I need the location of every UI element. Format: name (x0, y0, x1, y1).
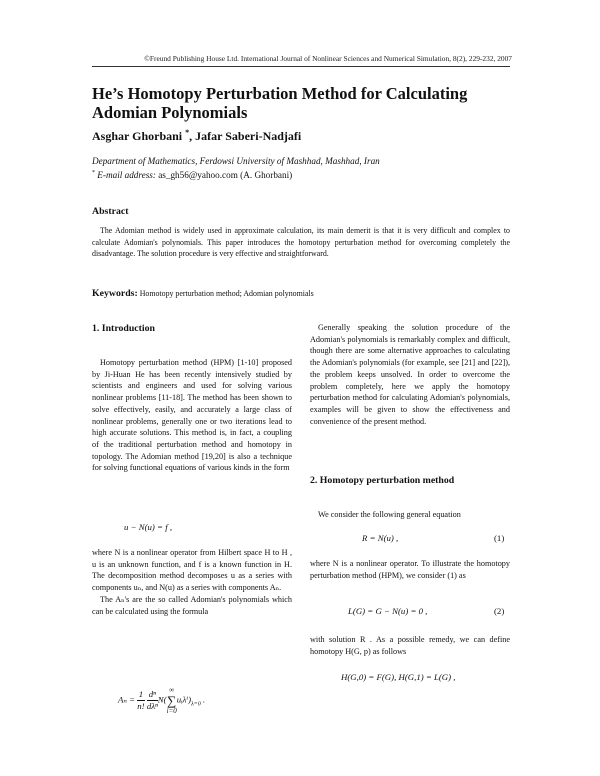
abstract-text: The Adomian method is widely used in approximate calculation, its main demerit is that it is very difficult and complex to calculate Adomian's polynomials. This paper introduces the homotopy perturbation method for overcoming completely the disadvantage. The solution procedure is very effective and straightforward. (92, 226, 510, 259)
right-paragraph-2: We consider the following general equation (318, 510, 461, 519)
right-paragraph-2-wrap (310, 509, 510, 521)
right-paragraph-4-wrap (310, 634, 510, 657)
formula-sum (167, 686, 177, 715)
formula-subscript: λ=0 (191, 701, 201, 708)
right-paragraph-4: with solution R . As a possible remedy, we can define homotopy H(G, p) as follows (310, 635, 510, 656)
right-column-intro (310, 322, 510, 427)
email-mark: * (92, 170, 95, 176)
equation-3: H(G,0) = F(G), H(G,1) = L(G) , (341, 672, 456, 682)
formula-body: N( (157, 694, 167, 705)
author-rest: , Jafar Saberi-Nadjafi (189, 129, 302, 143)
formula-sum-top: ∞ (169, 686, 175, 694)
formula-frac2-num: dⁿ (148, 689, 156, 699)
keywords-text: Homotopy perturbation method; Adomian polynomials (139, 289, 314, 298)
paper-title: He’s Homotopy Perturbation Method for Calculating Adomian Polynomials (92, 84, 468, 122)
intro-column-2 (92, 547, 292, 617)
equation-1-number: (1) (494, 533, 505, 543)
right-paragraph-3: where N is a nonlinear operator. To illustrate the homotopy perturbation method (HPM), we consider (1) as (310, 559, 510, 580)
intro-heading: 1. Introduction (92, 323, 155, 334)
formula-frac1-den: n! (137, 701, 145, 711)
formula-tail: ) (188, 694, 192, 705)
formula-fraction-2 (147, 689, 158, 712)
intro-equation-1: u − N(u) = f , (124, 522, 173, 532)
intro-paragraph-2: where N is a nonlinear operator from Hilbert space H to H , u is an unknown function, and f is a known function in H. The decomposition method decomposes u as a series with components uₙ, and N(u) as a series with components Aₙ. (92, 548, 292, 593)
email-line (92, 167, 292, 181)
formula-fraction-1 (137, 689, 144, 712)
formula-sum-symbol: ∑ (167, 693, 177, 708)
keywords (92, 288, 314, 299)
hpm-heading: 2. Homotopy perturbation method (310, 475, 455, 486)
equation-1: R = N(u) , (362, 533, 399, 543)
abstract-heading: Abstract (92, 206, 129, 217)
corresponding-mark: * (185, 128, 190, 137)
formula-lhs: Aₙ = (118, 694, 136, 705)
keywords-label: Keywords: (92, 288, 138, 299)
formula-frac1-num: 1 (138, 689, 144, 699)
intro-paragraph-1: Homotopy perturbation method (HPM) [1-10] proposed by Ji-Huan He has been recently intensively studied by scientists and engineers and used for solving various nonlinear problems [11-18]. The method has been shown to solve effectively, easily, and accurately a large class of nonlinear problems, generally one or two iterations lead to high accurate solutions. This method is, in fact, a coupling of the traditional perturbation method and homotopy in topology. The Adomian method [19,20] is also a technique for solving functional equations of various kinds in the form (92, 358, 292, 473)
right-paragraph-1: Generally speaking the solution procedure of the Adomian's polynomials is remarkably complex and difficult, though there are some alternative approaches to calculating the Adomian's polynomials (for example, see [21] and [22]), the problem keeps unsolved. In order to overcome the problem completely, here we apply the homotopy perturbation method for calculating Adomian's polynomials, examples will be given to show the effectiveness and convenience of the present method. (310, 323, 510, 426)
formula-sum-bottom: i=0 (166, 707, 177, 715)
equation-2-number: (2) (494, 606, 505, 616)
journal-citation-header: ©Freund Publishing House Ltd. International Journal of Nonlinear Sciences and Numerical Simulation, 8(2), 229-232, 2007 (144, 54, 512, 63)
author-first: Asghar Ghorbani (92, 129, 183, 143)
intro-column (92, 357, 292, 474)
adomian-formula (118, 686, 205, 715)
header-rule (92, 66, 510, 67)
equation-2: L(G) = G − N(u) = 0 , (348, 606, 428, 616)
formula-end: . (200, 694, 206, 705)
authors (92, 128, 301, 144)
formula-term: uᵢλⁱ (176, 694, 189, 705)
email-label: E-mail address: (97, 170, 156, 181)
right-paragraph-3-wrap (310, 558, 510, 581)
formula-frac2-den: dλⁿ (146, 701, 158, 711)
affiliation: Department of Mathematics, Ferdowsi University of Mashhad, Mashhad, Iran (92, 156, 380, 166)
email-address: as_gh56@yahoo.com (A. Ghorbani) (158, 170, 293, 181)
intro-paragraph-3: The Aₙ's are the so called Adomian's polynomials which can be calculated using the formula (92, 594, 292, 616)
